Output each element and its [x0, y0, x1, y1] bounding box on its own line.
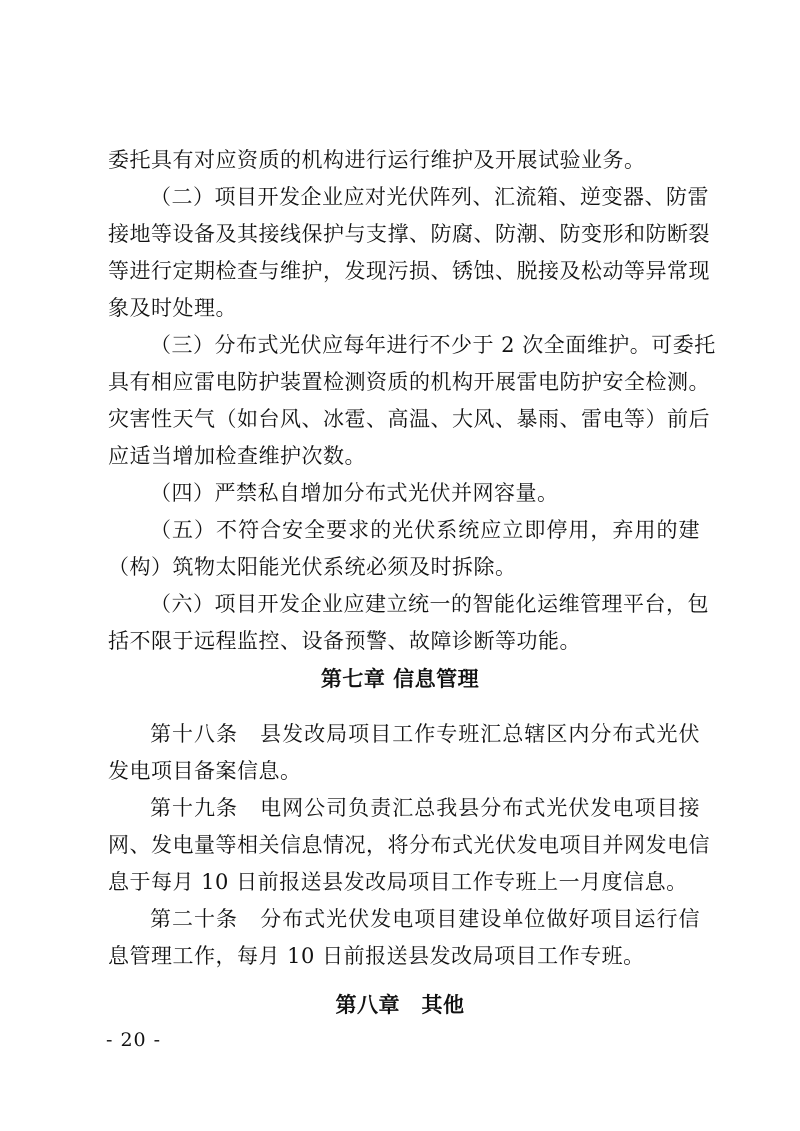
paragraph-line: （六）项目开发企业应建立统一的智能化运维管理平台，包	[150, 592, 709, 616]
paragraph-line: （二）项目开发企业应对光伏阵列、汇流箱、逆变器、防雷	[150, 185, 709, 209]
chapter-heading: 第八章 其他	[335, 993, 465, 1017]
paragraph-line: 网、发电量等相关信息情况，将分布式光伏发电项目并网发电信	[108, 833, 710, 857]
paragraph-line: 象及时处理。	[108, 296, 237, 320]
paragraph-line: （构）筑物太阳能光伏系统必须及时拆除。	[108, 555, 517, 579]
paragraph-line: （四）严禁私自增加分布式光伏并网容量。	[150, 481, 559, 505]
chapter-heading: 第七章 信息管理	[320, 667, 480, 691]
paragraph-line: 第二十条 分布式光伏发电项目建设单位做好项目运行信	[150, 907, 700, 931]
paragraph-line: （三）分布式光伏应每年进行不少于 2 次全面维护。可委托	[150, 333, 716, 357]
paragraph-line: 接地等设备及其接线保护与支撑、防腐、防潮、防变形和防断裂	[108, 222, 710, 246]
paragraph-line: 发电项目备案信息。	[108, 759, 302, 783]
paragraph-line: 第十九条 电网公司负责汇总我县分布式光伏发电项目接	[150, 796, 700, 820]
paragraph-line: 具有相应雷电防护装置检测资质的机构开展雷电防护安全检测。	[108, 370, 710, 394]
paragraph-line: 应适当增加检查维护次数。	[108, 444, 366, 468]
page-number: - 20 -	[106, 1029, 162, 1051]
paragraph-line: 等进行定期检查与维护，发现污损、锈蚀、脱接及松动等异常现	[108, 259, 710, 283]
paragraph-line: （五）不符合安全要求的光伏系统应立即停用，弃用的建	[150, 518, 700, 542]
paragraph-line: 息管理工作，每月 10 日前报送县发改局项目工作专班。	[108, 944, 645, 968]
paragraph-line: 括不限于远程监控、设备预警、故障诊断等功能。	[108, 629, 581, 653]
paragraph-line: 息于每月 10 日前报送县发改局项目工作专班上一月度信息。	[108, 870, 688, 894]
paragraph-line: 灾害性天气（如台风、冰雹、高温、大风、暴雨、雷电等）前后	[108, 407, 710, 431]
paragraph-line: 委托具有对应资质的机构进行运行维护及开展试验业务。	[108, 148, 646, 172]
paragraph-line: 第十八条 县发改局项目工作专班汇总辖区内分布式光伏	[150, 722, 700, 746]
